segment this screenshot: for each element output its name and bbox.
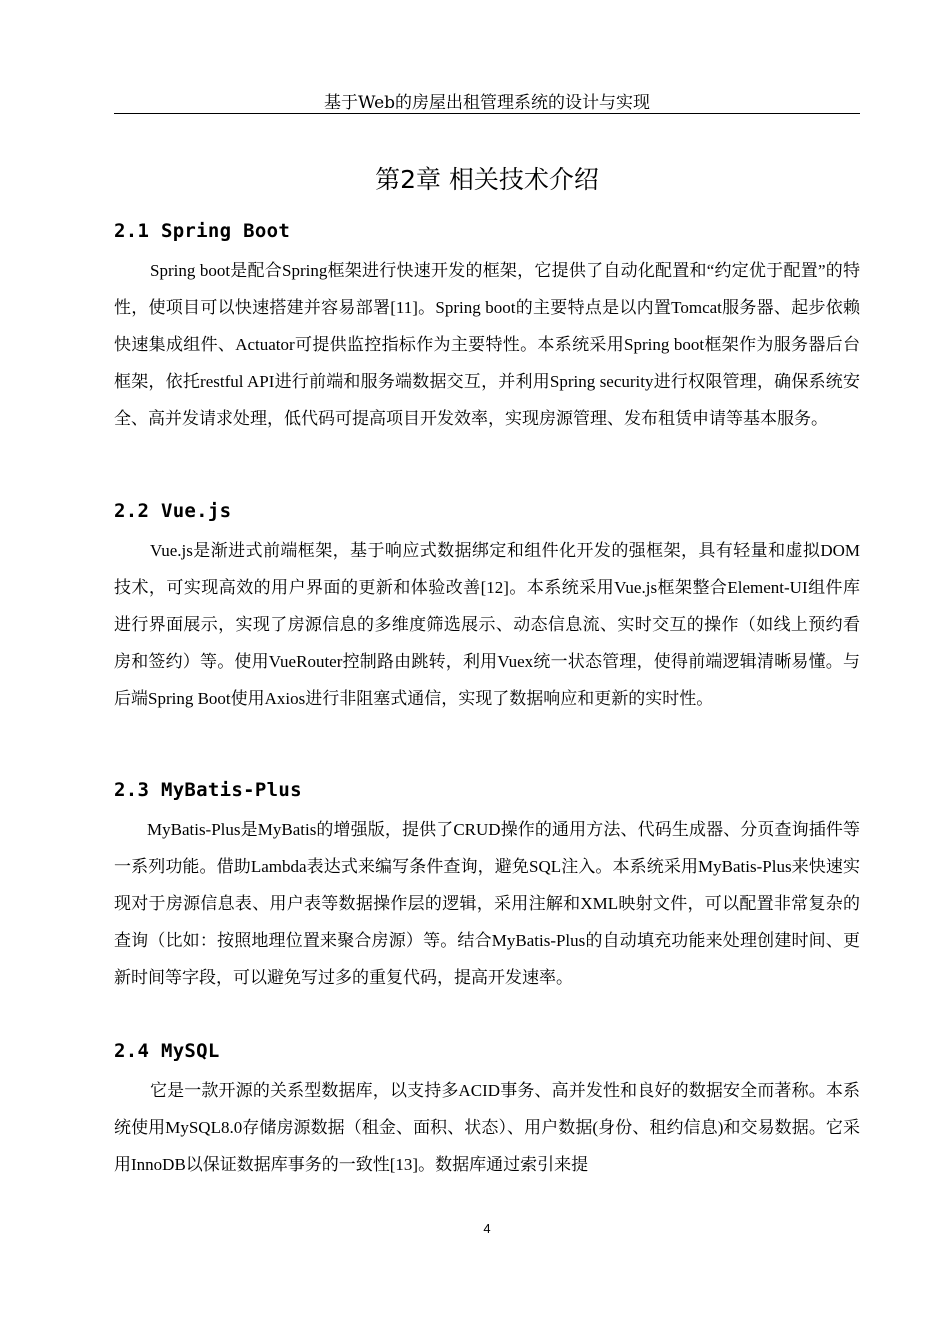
- section-paragraph: 它是一款开源的关系型数据库，以支持多ACID事务、高并发性和良好的数据安全而著称。本系统使用MySQL8.0存储房源数据（租金、面积、状态）、用户数据(身份、租约信息)和交易数据。它采用InnoDB以保证数据库事务的一致性[13]。数据库通过索引来提: [114, 1081, 860, 1174]
- chapter-title: 第2章 相关技术介绍: [375, 164, 599, 194]
- section-heading: 2.3 MyBatis-Plus: [114, 779, 302, 801]
- section-paragraph: MyBatis-Plus是MyBatis的增强版，提供了CRUD操作的通用方法、代码生成器、分页查询插件等一系列功能。借助Lambda表达式来编写条件查询，避免SQL注入。本系统采用MyBatis-Plus来快速实现对于房源信息表、用户表等数据操作层的逻辑，采用注解和XML映射文件，可以配置非常复杂的查询（比如：按照地理位置来聚合房源）等。结合MyBatis-Plus的自动填充功能来处理创建时间、更新时间等字段，可以避免写过多的重复代码，提高开发速率。: [114, 820, 860, 987]
- section-paragraph: Spring boot是配合Spring框架进行快速开发的框架，它提供了自动化配置和“约定优于配置”的特性，使项目可以快速搭建并容易部署[11]。Spring boot的主要特点是以内置Tomcat服务器、起步依赖快速集成组件、Actuator可提供监控指标作为主要特性。本系统采用Spring boot框架作为服务器后台框架，依托restful API进行前端和服务端数据交互，并利用Spring security进行权限管理，确保系统安全、高并发请求处理，低代码可提高项目开发效率，实现房源管理、发布租赁申请等基本服务。: [114, 261, 860, 428]
- page-number: 4: [483, 1221, 491, 1236]
- section-paragraph: Vue.js是渐进式前端框架，基于响应式数据绑定和组件化开发的强框架，具有轻量和虚拟DOM技术，可实现高效的用户界面的更新和体验改善[12]。本系统采用Vue.js框架整合Element-UI组件库进行界面展示，实现了房源信息的多维度筛选展示、动态信息流、实时交互的操作（如线上预约看房和签约）等。使用VueRouter控制路由跳转，利用Vuex统一状态管理，使得前端逻辑清晰易懂。与后端Spring Boot使用Axios进行非阻塞式通信，实现了数据响应和更新的实时性。: [114, 541, 860, 708]
- section-2-4: [114, 1038, 860, 1183]
- section-2-2: [114, 498, 860, 717]
- section-heading: 2.2 Vue.js: [114, 500, 232, 522]
- section-heading: 2.1 Spring Boot: [114, 220, 291, 242]
- running-header: 基于Web的房屋出租管理系统的设计与实现: [323, 93, 651, 113]
- section-heading: 2.4 MySQL: [114, 1040, 220, 1062]
- section-2-1: [114, 218, 860, 437]
- section-2-3: [114, 777, 860, 996]
- header-rule: [114, 113, 860, 114]
